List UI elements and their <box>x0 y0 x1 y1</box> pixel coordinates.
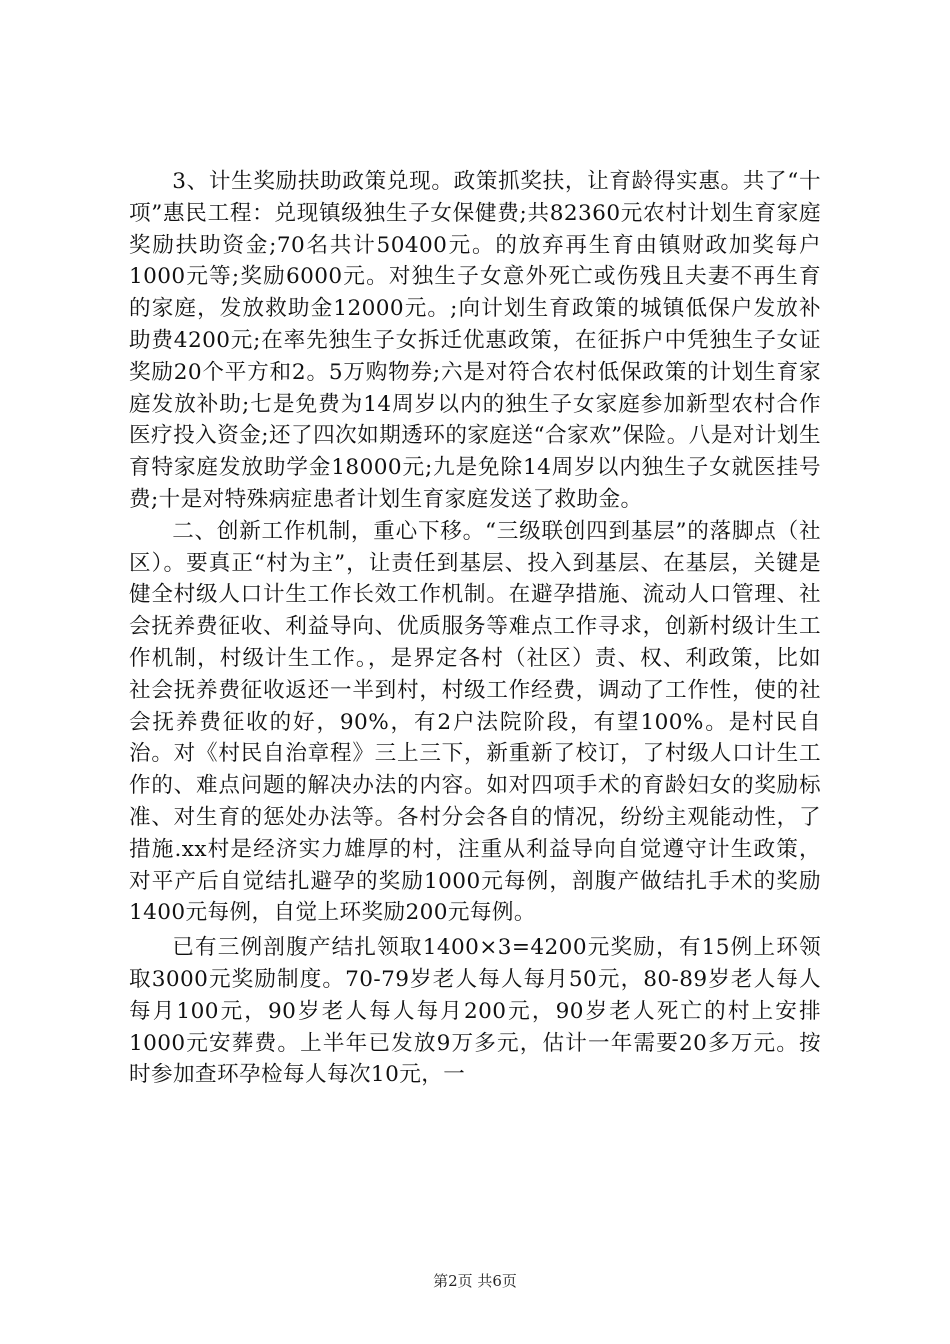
paragraph-work-mechanism: 二、创新工作机制，重心下移。“三级联创四到基层”的落脚点（社区）。要真正“村为主”，让责任到基层、投入到基层、在基层，关键是健全村级人口计生工作长效工作机制。在避孕措施、流动人口管理、社会抚养费征收、利益导向、优质服务等难点工作寻求，创新村级计生工作机制，村级计生工作。，是界定各村（社区）责、权、利政策，比如社会抚养费征收返还一半到村，村级工作经费，调动了工作性，使的社会抚养费征收的好，90%，有2户法院阶段，有望100%。是村民自治。对《村民自治章程》三上三下，新重新了校订，了村级人口计生工作的、难点问题的解决办法的内容。如对四项手术的育龄妇女的奖励标准、对生育的惩处办法等。各村分会各自的情况，纷纷主观能动性，了措施.xx村是经济实力雄厚的村，注重从利益导向自觉遵守计生政策，对平产后自觉结扎避孕的奖励1000元每例，剖腹产做结扎手术的奖励1400元每例，自觉上环奖励200元每例。 <box>129 518 821 926</box>
paragraph-reward-details: 已有三例剖腹产结扎领取1400×3=4200元奖励，有15例上环领取3000元奖励制度。70-79岁老人每人每月50元，80-89岁老人每人每月100元，90岁老人每人每月200元，90岁老人死亡的村上安排1000元安葬费。上半年已发放9万多元，估计一年需要20多万元。按时参加查环孕检每人每次10元，一 <box>129 935 821 1088</box>
document-body <box>129 166 821 1091</box>
page-footer: 第2页 共6页 <box>433 1272 517 1290</box>
paragraph-incentive-policy: 3、计生奖励扶助政策兑现。政策抓奖扶，让育龄得实惠。共了“十项”惠民工程：兑现镇级独生子女保健费;共82360元农村计划生育家庭奖励扶助资金;70名共计50400元。的放弃再生育由镇财政加奖每户1000元等;奖励6000元。对独生子女意外死亡或伤残且夫妻不再生育的家庭，发放救助金12000元。;向计划生育政策的城镇低保户发放补助费4200元;在率先独生子女拆迁优惠政策，在征拆户中凭独生子女证奖励20个平方和2。5万购物券;六是对符合农村低保政策的计划生育家庭发放补助;七是免费为14周岁以内的独生子女家庭参加新型农村合作医疗投入资金;还了四次如期透环的家庭送“合家欢”保险。八是对计划生育特家庭发放助学金18000元;九是免除14周岁以内独生子女就医挂号费;十是对特殊病症患者计划生育家庭发送了救助金。 <box>129 169 821 512</box>
